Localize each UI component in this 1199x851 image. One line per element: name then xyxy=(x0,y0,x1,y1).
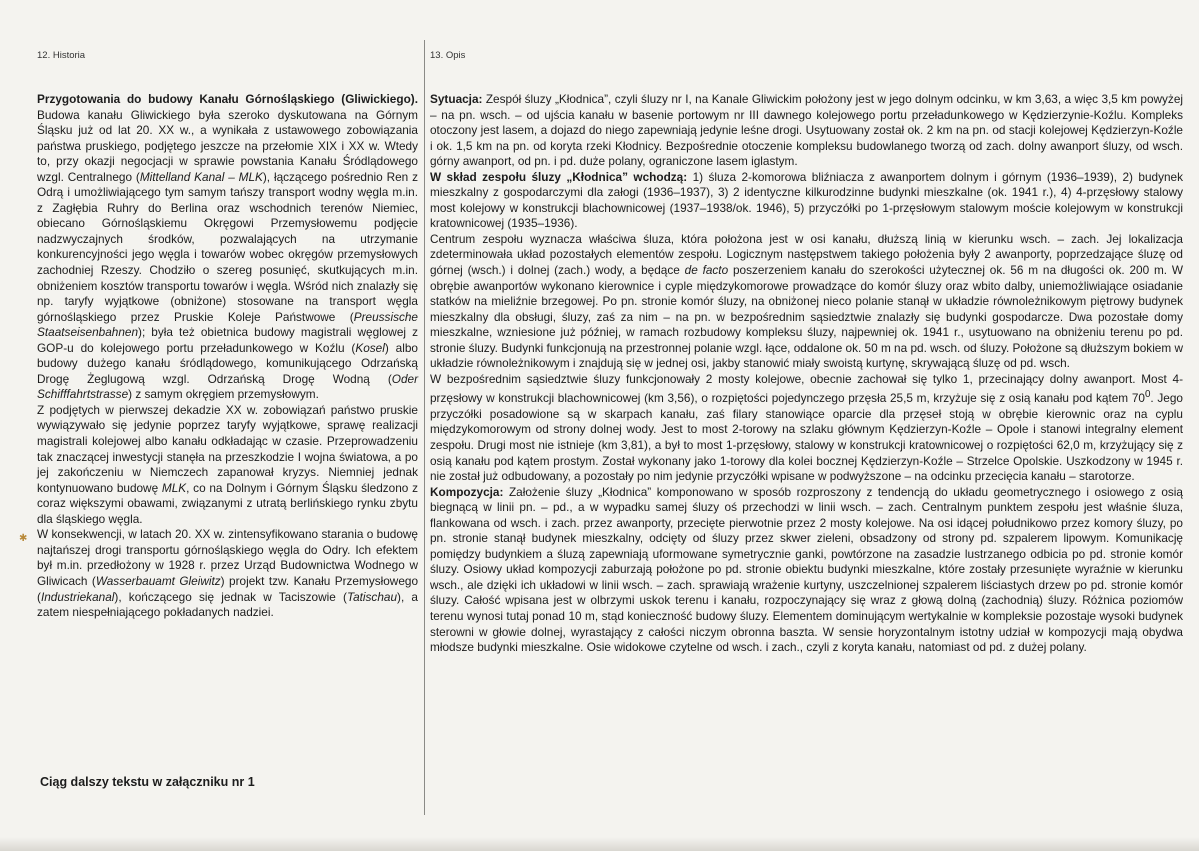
continuation-note: Ciąg dalszy tekstu w załączniku nr 1 xyxy=(40,775,255,789)
situation-heading: Sytuacja: xyxy=(430,92,483,106)
header-right: 13. Opis xyxy=(430,50,466,61)
composition-paragraph: Kompozycja: Założenie śluzy „Kłodnica” komponowano w sposób rozproszony z tendencją do układu geometrycznego i osiowego z osią biegnącą w linii pn. – pd., a w wypadku samej śluzy oś przechodzi w linii wsch. – zach. Centralnym punktem zespołu jest właśnie śluza, flankowana od wsch. i zach. przez awanporty, przecięte pierwotnie przez 2 mosty kolejowe. Na osi idącej południkowo przez komory śluzy, po pn. stronie stanął budynek mieszkalny, odcięty od śluzy przez skwer zieleni, obsadzony od strony pd. szpalerem lipowym. Komunikację pomiędzy budynkiem a śluzą zapewniają uformowane symetrycznie ganki, powtórzone na zasadzie lustrzanego odbicia po pd. stronie komór śluzy. Osiowy układ kompozycji zaburzają położone po pd. stronie obiektu budynki mieszkalne, które zostały przesunięte wyraźnie w kierunku wsch., ale dzięki ich układowi w linii wsch. – zach. sprawiają wrażenie kurtyny, uszczelnionej szpalerem liściastych drzew po pd. stronie komór śluzy. Całość wpisana jest w olbrzymi uskok terenu i kanału, rozpoczynający się wraz z głową dolną (zachodnią) śluzy. Różnica poziomów terenu wynosi tutaj ponad 10 m, stąd konieczność budowy śluzy. Elementem dominującym wertykalnie w kompleksie pozostaje wysoki budynek sterowni w głowie dolnej, wyrastający z całości niczym obronna baszta. W sensie horyzontalnym istotny udział w kompozycji mają obydwa młodsze budynki mieszkalne. Osie widokowe czytelne od wsch. i zach., czyli z koryta kanału, natomiast od pd. z dużej polany. xyxy=(430,484,1183,655)
header-left: 12. Historia xyxy=(37,50,86,61)
history-heading: Przygotowania do budowy Kanału Górnośląskiego (Gliwickiego). xyxy=(37,92,418,106)
history-paragraph-2: Z podjętych w pierwszej dekadzie XX w. zobowiązań państwo pruskie wywiązywało się jedynie poprzez taryfy wyjątkowe, sprawę realizacji magistrali kolejowej albo kanału odkładając w czasie. Przeprowadzeniu tak znaczącej inwestycji stanęła na przeszkodzie I wojna światowa, a po jej zakończeniu w Niemczech zapanował kryzys. Niemniej jednak kontynuowano budowę MLK, co na Dolnym i Górnym Śląsku śledzono z coraz większymi obawami, związanymi z utratą berlińskiego rynku zbytu dla śląskiego węgla. xyxy=(37,402,418,526)
layout-paragraph: Centrum zespołu wyznacza właściwa śluza, która położona jest w osi kanału, dłuższą linią w kierunku wsch. – zach. Jej lokalizacja zdeterminowała układ pozostałych elementów zespołu. Logicznym następstwem takiego położenia były 2 awanporty, poprzedzające śluzę od górnej (wsch.) i dolnej (zach.) wody, a będące de facto poszerzeniem kanału do szerokości użytecznej ok. 56 m na długości ok. 200 m. W obrębie awanportów wykonano kierownice i cyple międzykomorowe prowadzące do komór śluzy oraz wbito dalby, uniemożliwiające osiadanie statków na mieliźnie brzegowej. Po pn. stronie komór śluzy, na obniżonej nieco polanie stanął w układzie równoleżnikowym piętrowy budynek mieszkalny dla obsługi, śluzy, zaś za nim – na pn. w bezpośrednim sąsiedztwie znalazły się budynki gospodarcze. Dwa pozostałe domy mieszkalne, wzniesione już później, w ramach rozbudowy kompleksu śluzy, najpewniej ok. 1941 r., usytuowano na obniżeniu terenu po pd. stronie śluzy. Budynki funkcjonują na przestronnej polanie wzgl. łące, oddalone ok. 50 m na pd. wsch. od śluzy. Położone są dłuższym bokiem w układzie równoleżnikowym i znajdują się w jednej osi, jakby stanowić miały swoistą kurtynę, skrywającą śluzę od pd. wsch. xyxy=(430,231,1183,371)
bridges-paragraph: W bezpośrednim sąsiedztwie śluzy funkcjonowały 2 mosty kolejowe, obecnie zachował się tylko 1, przecinający dolny awanport. Most 4-przęsłowy w konstrukcji blachownicowej (km 3,56), o rozpiętości pojedynczego przęsła 25,5 m, krzyżuje się z osią kanału pod kątem $70^0$. Jego przyczółki posadowione są w skarpach kanału, zaś filary stanowiące oparcie dla przęseł stoją w obrębie kierownic oraz na cyplu międzykomorowym od strony dolnej wody. Jest to most 2-torowy na szlaku głównym Kędzierzyn-Koźle – Opole i stanowi integralny element zespołu. Drugi most nie istnieje (km 3,81), a był to most 1-przęsłowy, stalowy w konstrukcji kratownicowej o rozpiętości 62,0 m, krzyżujący się z osią kanału pod kątem prostym. Został wykonany jako 1-torowy dla kolei bocznej Kędzierzyn-Koźle – Strzelce Opolskie. Uszkodzony w 1945 r. nie został już odbudowany, a pozostały po nim jedynie przyczółki wpisane w podwyższone – na odcinku przecięcia kanału – starotorze. xyxy=(430,371,1183,484)
history-paragraph-1: Przygotowania do budowy Kanału Górnośląskiego (Gliwickiego). Budowa kanału Gliwickiego była szeroko dyskutowana na Górnym Śląsku już od lat 20. XX w., a wynikała z ustawowego zobowiązania państwa pruskiego, podjętego jeszcze na przełomie XIX i XX w. Wtedy to, przy okazji negocjacji w sprawie powstania Kanału Śródlądowego wzgl. Centralnego (Mittelland Kanal – MLK), łączącego pośrednio Ren z Odrą i umożliwiającego tym samym tańszy transport wodny węgla m.in. z Zagłębia Ruhry do Berlina oraz wschodnich terenów Niemiec, obiecano Górnośląskiemu Okręgowi Przemysłowemu podjęcie nadzwyczajnych środków, pozwalających na utrzymanie konkurencyjności jego węgla i towarów wobec okręgów przemysłowych zachodniej Rzeszy. Chodziło o szereg posunięć, skutkujących m.in. obniżeniem kosztów transportu towarów i węgla. Wśród nich znalazły się np. taryfy wyjątkowe (obniżone) stosowane na transport węgla górnośląskiego przez Pruskie Koleje Państwowe (Preussische Staatseisenbahnen); była też obietnica budowy magistrali węglowej z GOP-u do kolejowego portu przeładunkowego w Koźlu (Kosel) albo budowy dużego kanału śródlądowego, komunikującego Odrzańską Drogę Żeglugową wzgl. Odrzańską Drogę Wodną (Oder Schifffahrtstrasse) z samym okręgiem przemysłowym. xyxy=(37,92,418,402)
components-paragraph: W skład zespołu śluzy „Kłodnica” wchodzą: 1) śluza 2-komorowa bliźniacza z awanportem dolnym i górnym (1936–1939), 2) budynek mieszkalny z gospodarczymi dla załogi (1936–1937), 3) 2 identyczne kilkurodzinne budynki mieszkalne (ok. 1941 r.), 4) 4-przęsłowy stalowy most kolejowy w konstrukcji blachownicowej (1937–1938/ok. 1946), 5) przyczółki po 1-przęsłowym stalowym moście kolejowym w konstrukcji kratownicowej (1935–1936). xyxy=(430,169,1183,231)
history-paragraph-3: W konsekwencji, w latach 20. XX w. zintensyfikowano starania o budowę najtańszej drogi transportu górnośląskiego węgla do Odry. Ich efektem był m.in. przedłożony w 1928 r. przez Urząd Budownictwa Wodnego w Gliwicach (Wasserbauamt Gleiwitz) projekt tzw. Kanału Przemysłowego (Industriekanal), kończącego się jednak w Taciszowie (Tatischau), a zatem niespełniającego pokładanych nadziei. xyxy=(37,527,418,620)
scan-mark-icon: ✱ xyxy=(19,533,28,544)
components-heading: W skład zespołu śluzy „Kłodnica” wchodzą: xyxy=(430,169,688,184)
situation-paragraph: Sytuacja: Zespół śluzy „Kłodnica”, czyli śluzy nr I, na Kanale Gliwickim położony jest w jego dolnym odcinku, w km 3,63, a więc 3,5 km powyżej – na pn. wsch. – od ujścia kanału w basenie portowym nr III dawnego kolejowego portu przeładunkowego w Kędzierzynie-Koźlu. Kompleks otoczony jest lasem, a dojazd do niego zapewniają jedynie leśne drogi. Usytuowany został ok. 2 km na pn. od stacji kolejowej Kędzierzyn-Koźle i ok. 1,5 km na pn. od koryta rzeki Kłodnicy. Bezpośrednie otoczenie kompleksu budowlanego tworzą od zach. dolny awanport śluzy, od wsch. górny awanport, od pn. i pd. duże polany, ograniczone lasem iglastym. xyxy=(430,92,1183,169)
page-bottom-edge xyxy=(0,837,1199,851)
history-column xyxy=(37,92,418,621)
composition-heading: Kompozycja: xyxy=(430,484,504,499)
description-column xyxy=(430,92,1183,656)
column-divider xyxy=(424,40,425,815)
